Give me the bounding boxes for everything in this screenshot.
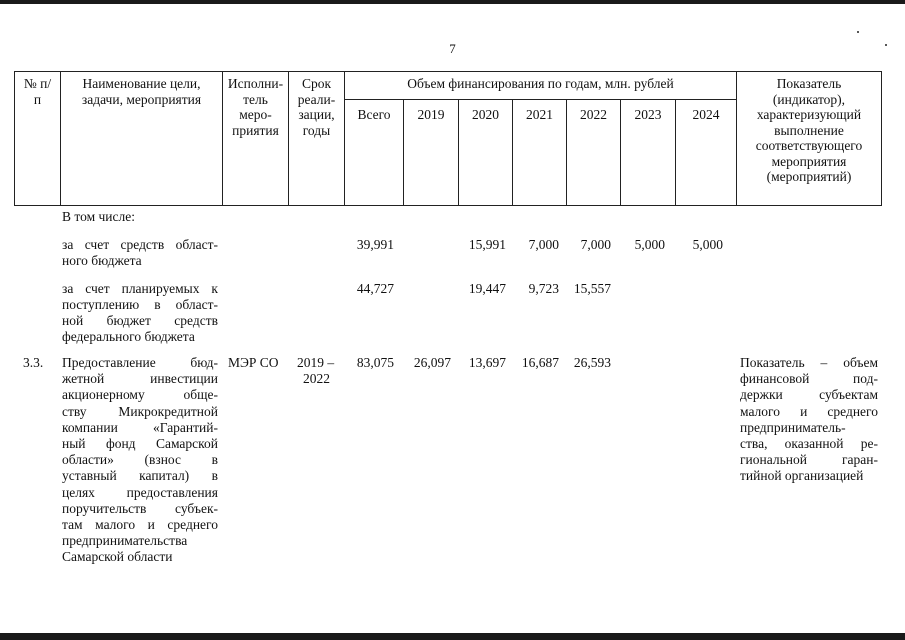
header-col-total: Всего xyxy=(344,100,403,205)
row-item-2020: 13,697 xyxy=(468,355,506,370)
header-year-2019: 2019 xyxy=(403,100,458,205)
page-number: 7 xyxy=(449,41,456,56)
row-regional-2024: 5,000 xyxy=(692,237,723,252)
header-col-funding: Объем финансирования по годам, млн. рублей xyxy=(344,71,736,100)
scan-speck xyxy=(857,31,859,33)
row-item-indicator-line-8: тийной организацией xyxy=(740,468,864,484)
row-item-name-line-12: предпринимательства xyxy=(62,533,188,549)
header-col-name: Наименование цели, задачи, мероприятия xyxy=(60,71,222,205)
header-year-2023: 2023 xyxy=(620,100,675,205)
header-col-no: № п/п xyxy=(14,71,60,205)
row-regional-2020: 15,991 xyxy=(468,237,506,252)
header-col-indicator: Показатель (индикатор), характеризующий выполнение соответствующего мероприятия (мероприятий) xyxy=(736,71,882,205)
row-regional-2021: 7,000 xyxy=(528,237,559,252)
row-item-name-line-1: Предоставление бюд- xyxy=(62,355,218,370)
row-item-total: 83,075 xyxy=(356,355,394,370)
row-item-indicator-line-3: держки субъектам xyxy=(740,387,878,403)
row-item-indicator-line-2: финансовой под- xyxy=(740,371,878,387)
header-year-2024: 2024 xyxy=(675,100,736,205)
row-item-2019: 26,097 xyxy=(413,355,451,370)
row-federal-2022: 15,557 xyxy=(573,281,611,296)
bottom-scan-border xyxy=(0,633,905,640)
row-federal-name-line2: поступлению в област- xyxy=(62,297,218,312)
row-item-number: 3.3. xyxy=(23,355,44,370)
row-item-name-line-13: Самарской области xyxy=(62,549,173,565)
header-year-2022: 2022 xyxy=(566,100,620,205)
row-item-executor: МЭР СО xyxy=(228,355,279,370)
row-regional-name-line1: за счет средств област- xyxy=(62,237,218,252)
row-item-indicator-line-6: ства, оказанной ре- xyxy=(740,436,878,451)
row-regional-total: 39,991 xyxy=(356,237,394,252)
row-item-2021: 16,687 xyxy=(521,355,559,370)
row-item-indicator-line-7: гиональной гаран- xyxy=(740,452,878,468)
row-item-name-line-9: целях предоставления xyxy=(62,484,218,500)
top-scan-border xyxy=(0,0,905,4)
header-year-2021: 2021 xyxy=(512,100,566,205)
row-item-indicator-line-4: малого и среднего xyxy=(740,403,878,419)
row-item-name-line-2: жетной инвестиции xyxy=(62,371,218,387)
row-item-name-line-5: компании «Гарантий- xyxy=(62,419,218,435)
row-regional-2022: 7,000 xyxy=(580,237,611,252)
row-federal-2021: 9,723 xyxy=(528,281,559,296)
row-federal-name-line1: за счет планируемых к xyxy=(62,281,218,296)
row-item-indicator-line-5: предприниматель- xyxy=(740,419,846,435)
row-regional-name-line2: ного бюджета xyxy=(62,253,142,268)
header-col-executor: Исполни-тель меро-приятия xyxy=(222,71,288,205)
row-item-name-line-8: уставный капитал) в xyxy=(62,468,218,484)
row-item-name-line-3: акционерному обще- xyxy=(62,387,218,403)
including-label: В том числе: xyxy=(62,209,135,224)
row-federal-2020: 19,447 xyxy=(468,281,506,296)
row-item-term-line1: 2019 – xyxy=(297,355,335,370)
row-item-name-line-6: ный фонд Самарской xyxy=(62,436,218,451)
row-federal-name-line4: федерального бюджета xyxy=(62,329,195,344)
row-federal-total: 44,727 xyxy=(356,281,394,296)
row-item-name-line-4: ству Микрокредитной xyxy=(62,403,218,419)
row-item-name-line-11: там малого и среднего xyxy=(62,517,218,532)
header-bottom-rule xyxy=(14,205,882,206)
row-federal-name-line3: ной бюджет средств xyxy=(62,313,218,328)
header-year-2020: 2020 xyxy=(458,100,512,205)
row-item-name-line-7: области» (взнос в xyxy=(62,452,218,468)
row-regional-2023: 5,000 xyxy=(634,237,665,252)
row-item-indicator-line-1: Показатель – объем xyxy=(740,355,878,370)
row-item-term-line2: 2022 xyxy=(303,371,330,386)
row-item-2022: 26,593 xyxy=(573,355,611,370)
row-item-name-line-10: поручительств субъек- xyxy=(62,500,218,516)
header-col-term: Срок реали-зации, годы xyxy=(288,71,344,205)
